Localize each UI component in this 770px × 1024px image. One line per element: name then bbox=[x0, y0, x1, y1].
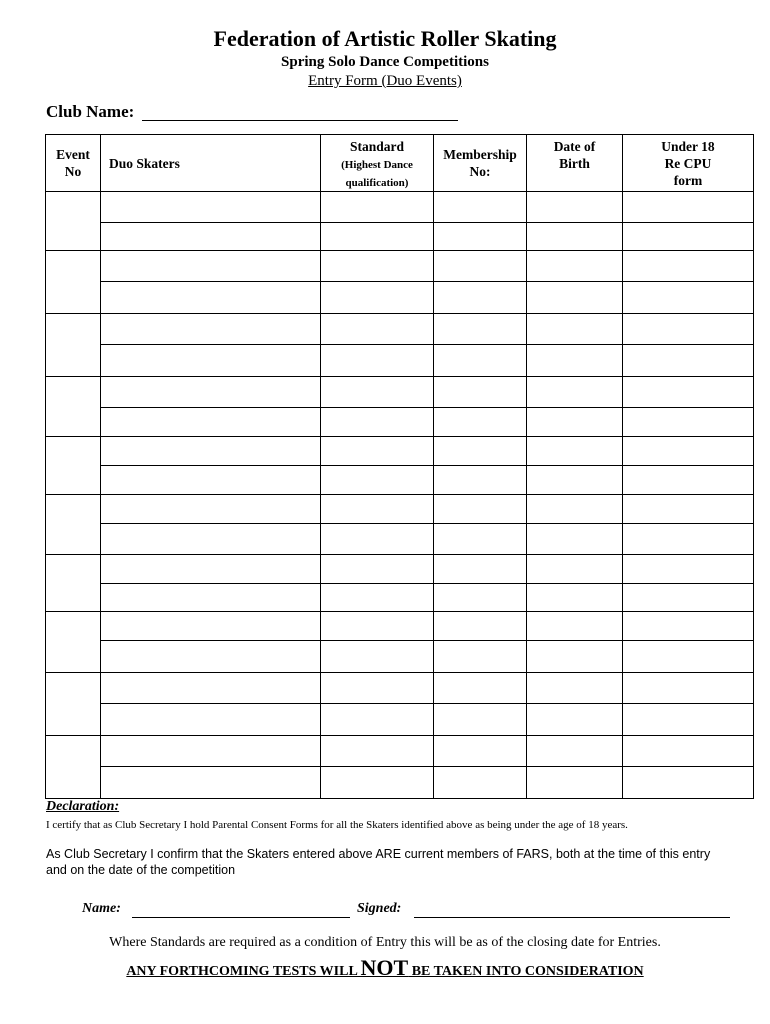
duo-skater-field[interactable] bbox=[101, 282, 321, 314]
membership-field[interactable] bbox=[434, 612, 527, 641]
parental-consent-statement: I certify that as Club Secretary I hold Parental Consent Forms for all the Skaters identified above as being under the age of 18 years. bbox=[46, 819, 628, 831]
standard-field[interactable] bbox=[321, 251, 434, 282]
standard-field[interactable] bbox=[321, 345, 434, 377]
table-row bbox=[46, 192, 754, 223]
duo-skater-field[interactable] bbox=[101, 555, 321, 584]
date-of-birth-field[interactable] bbox=[527, 345, 623, 377]
membership-field[interactable] bbox=[434, 555, 527, 584]
under-18-field[interactable] bbox=[623, 408, 754, 437]
standard-field[interactable] bbox=[321, 192, 434, 223]
date-of-birth-field[interactable] bbox=[527, 314, 623, 345]
standard-field[interactable] bbox=[321, 437, 434, 466]
under-18-field[interactable] bbox=[623, 767, 754, 799]
membership-field[interactable] bbox=[434, 223, 527, 251]
duo-skater-field[interactable] bbox=[101, 704, 321, 736]
membership-field[interactable] bbox=[434, 495, 527, 524]
table-row bbox=[46, 251, 754, 282]
under-18-field[interactable] bbox=[623, 345, 754, 377]
membership-field[interactable] bbox=[434, 524, 527, 555]
table-row bbox=[46, 584, 754, 612]
standards-note: Where Standards are required as a condition of Entry this will be as of the closing date for Entries. bbox=[109, 935, 661, 950]
membership-field[interactable] bbox=[434, 377, 527, 408]
date-of-birth-field[interactable] bbox=[527, 192, 623, 223]
table-row bbox=[46, 767, 754, 799]
under-18-field[interactable] bbox=[623, 673, 754, 704]
table-row bbox=[46, 673, 754, 704]
duo-skater-field[interactable] bbox=[101, 641, 321, 673]
table-row bbox=[46, 736, 754, 767]
under-18-field[interactable] bbox=[623, 282, 754, 314]
date-of-birth-field[interactable] bbox=[527, 524, 623, 555]
date-of-birth-field[interactable] bbox=[527, 555, 623, 584]
date-of-birth-field[interactable] bbox=[527, 223, 623, 251]
duo-skater-field[interactable] bbox=[101, 345, 321, 377]
form-subtitle: Spring Solo Dance Competitions bbox=[281, 54, 489, 70]
duo-skater-field[interactable] bbox=[101, 736, 321, 767]
duo-skater-field[interactable] bbox=[101, 767, 321, 799]
membership-field[interactable] bbox=[434, 314, 527, 345]
declaration-heading: Declaration: bbox=[46, 799, 120, 814]
under-18-field[interactable] bbox=[623, 495, 754, 524]
under-18-field[interactable] bbox=[623, 584, 754, 612]
table-row bbox=[46, 524, 754, 555]
under-18-field[interactable] bbox=[623, 251, 754, 282]
table-row bbox=[46, 314, 754, 345]
duo-skater-field[interactable] bbox=[101, 495, 321, 524]
event-no-cell[interactable] bbox=[46, 314, 101, 377]
table-row bbox=[46, 377, 754, 408]
table-row bbox=[46, 345, 754, 377]
under-18-field[interactable] bbox=[623, 192, 754, 223]
standard-field[interactable] bbox=[321, 282, 434, 314]
signed-label: Signed: bbox=[357, 901, 402, 916]
table-header-row bbox=[46, 135, 754, 192]
under-18-field[interactable] bbox=[623, 437, 754, 466]
standard-field[interactable] bbox=[321, 767, 434, 799]
standard-field[interactable] bbox=[321, 524, 434, 555]
forthcoming-tests-warning: ANY FORTHCOMING TESTS WILL NOT BE TAKEN INTO CONSIDERATION bbox=[126, 955, 644, 980]
date-of-birth-field[interactable] bbox=[527, 612, 623, 641]
date-of-birth-field[interactable] bbox=[527, 377, 623, 408]
header-event-no: Event No bbox=[46, 135, 101, 192]
standard-field[interactable] bbox=[321, 704, 434, 736]
membership-field[interactable] bbox=[434, 466, 527, 495]
header-membership: Membership No: bbox=[434, 135, 527, 192]
table-row bbox=[46, 437, 754, 466]
duo-skater-field[interactable] bbox=[101, 437, 321, 466]
date-of-birth-field[interactable] bbox=[527, 704, 623, 736]
membership-statement: As Club Secretary I confirm that the Skaters entered above ARE current members of FARS, both at the time of this entry and on the date of the competition bbox=[46, 847, 711, 877]
duo-skater-field[interactable] bbox=[101, 251, 321, 282]
standard-field[interactable] bbox=[321, 466, 434, 495]
header-under-18: Under 18 Re CPU form bbox=[623, 135, 754, 192]
standard-field[interactable] bbox=[321, 736, 434, 767]
date-of-birth-field[interactable] bbox=[527, 736, 623, 767]
under-18-field[interactable] bbox=[623, 736, 754, 767]
under-18-field[interactable] bbox=[623, 377, 754, 408]
table-row bbox=[46, 641, 754, 673]
date-of-birth-field[interactable] bbox=[527, 584, 623, 612]
standard-field[interactable] bbox=[321, 641, 434, 673]
membership-field[interactable] bbox=[434, 673, 527, 704]
standard-field[interactable] bbox=[321, 584, 434, 612]
table-row bbox=[46, 555, 754, 584]
event-no-cell[interactable] bbox=[46, 251, 101, 314]
membership-field[interactable] bbox=[434, 408, 527, 437]
duo-skater-field[interactable] bbox=[101, 524, 321, 555]
membership-field[interactable] bbox=[434, 192, 527, 223]
standard-field[interactable] bbox=[321, 555, 434, 584]
under-18-field[interactable] bbox=[623, 555, 754, 584]
membership-field[interactable] bbox=[434, 282, 527, 314]
date-of-birth-field[interactable] bbox=[527, 495, 623, 524]
form-title: Federation of Artistic Roller Skating bbox=[213, 26, 557, 51]
standard-field[interactable] bbox=[321, 377, 434, 408]
under-18-field[interactable] bbox=[623, 641, 754, 673]
standard-field[interactable] bbox=[321, 495, 434, 524]
membership-field[interactable] bbox=[434, 251, 527, 282]
duo-skater-field[interactable] bbox=[101, 314, 321, 345]
event-no-cell[interactable] bbox=[46, 673, 101, 736]
table-row bbox=[46, 495, 754, 524]
date-of-birth-field[interactable] bbox=[527, 408, 623, 437]
event-no-cell[interactable] bbox=[46, 736, 101, 799]
membership-field[interactable] bbox=[434, 584, 527, 612]
duo-skater-field[interactable] bbox=[101, 408, 321, 437]
membership-field[interactable] bbox=[434, 704, 527, 736]
membership-field[interactable] bbox=[434, 345, 527, 377]
event-no-cell[interactable] bbox=[46, 192, 101, 251]
table-row bbox=[46, 704, 754, 736]
duo-skater-field[interactable] bbox=[101, 612, 321, 641]
header-duo-skaters: Duo Skaters bbox=[101, 135, 321, 192]
membership-field[interactable] bbox=[434, 437, 527, 466]
name-field[interactable] bbox=[132, 917, 350, 918]
duo-skater-field[interactable] bbox=[101, 192, 321, 223]
table-row bbox=[46, 408, 754, 437]
under-18-field[interactable] bbox=[623, 466, 754, 495]
not-emphasis: NOT bbox=[360, 955, 409, 980]
name-label: Name: bbox=[82, 901, 121, 916]
standard-field[interactable] bbox=[321, 612, 434, 641]
date-of-birth-field[interactable] bbox=[527, 437, 623, 466]
duo-skater-field[interactable] bbox=[101, 377, 321, 408]
event-no-cell[interactable] bbox=[46, 495, 101, 555]
standard-field[interactable] bbox=[321, 673, 434, 704]
under-18-field[interactable] bbox=[623, 223, 754, 251]
signature-field[interactable] bbox=[414, 917, 730, 918]
under-18-field[interactable] bbox=[623, 704, 754, 736]
standard-field[interactable] bbox=[321, 314, 434, 345]
duo-skater-field[interactable] bbox=[101, 223, 321, 251]
header-standard: Standard (Highest Dance qualification) bbox=[321, 135, 434, 192]
standard-field[interactable] bbox=[321, 223, 434, 251]
date-of-birth-field[interactable] bbox=[527, 466, 623, 495]
event-no-cell[interactable] bbox=[46, 437, 101, 495]
membership-field[interactable] bbox=[434, 641, 527, 673]
date-of-birth-field[interactable] bbox=[527, 641, 623, 673]
duo-skater-field[interactable] bbox=[101, 466, 321, 495]
date-of-birth-field[interactable] bbox=[527, 673, 623, 704]
event-no-cell[interactable] bbox=[46, 377, 101, 437]
table-row bbox=[46, 282, 754, 314]
club-name-field[interactable] bbox=[142, 120, 458, 121]
duo-skater-field[interactable] bbox=[101, 673, 321, 704]
table-row bbox=[46, 223, 754, 251]
standard-field[interactable] bbox=[321, 408, 434, 437]
entry-table bbox=[45, 134, 754, 799]
table-row bbox=[46, 612, 754, 641]
event-no-cell[interactable] bbox=[46, 555, 101, 612]
under-18-field[interactable] bbox=[623, 524, 754, 555]
membership-field[interactable] bbox=[434, 767, 527, 799]
date-of-birth-field[interactable] bbox=[527, 282, 623, 314]
membership-field[interactable] bbox=[434, 736, 527, 767]
table-row bbox=[46, 466, 754, 495]
under-18-field[interactable] bbox=[623, 612, 754, 641]
form-name: Entry Form (Duo Events) bbox=[308, 73, 462, 89]
club-name-label: Club Name: bbox=[46, 102, 135, 121]
date-of-birth-field[interactable] bbox=[527, 251, 623, 282]
header-date-of-birth: Date of Birth bbox=[527, 135, 623, 192]
duo-skater-field[interactable] bbox=[101, 584, 321, 612]
date-of-birth-field[interactable] bbox=[527, 767, 623, 799]
under-18-field[interactable] bbox=[623, 314, 754, 345]
event-no-cell[interactable] bbox=[46, 612, 101, 673]
